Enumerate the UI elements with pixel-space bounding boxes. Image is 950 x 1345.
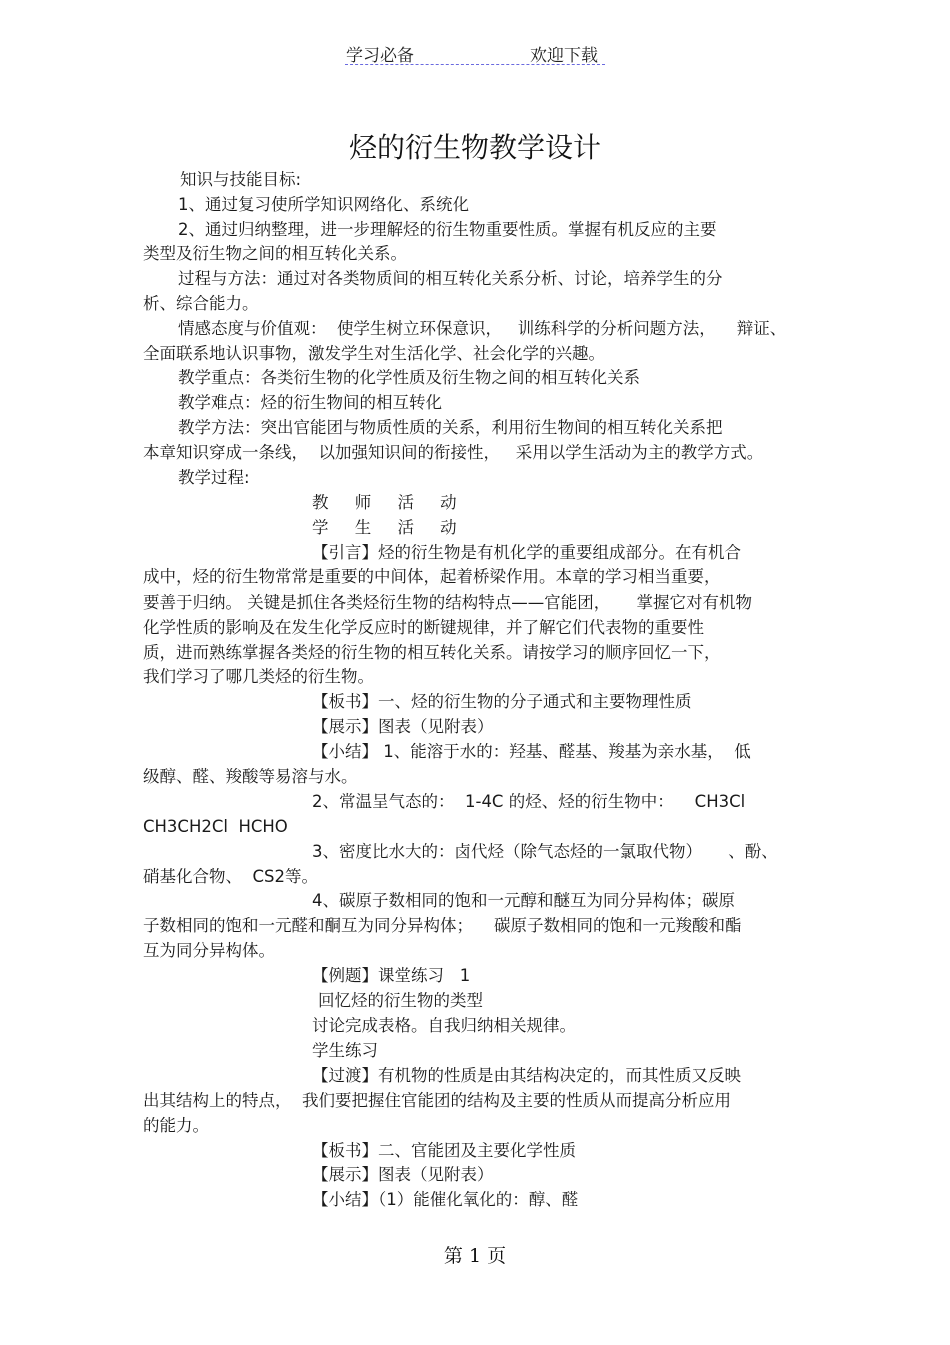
- text-line: 3、密度比水大的：卤代烃（除气态烃的一氯取代物） 、酚、: [312, 842, 778, 861]
- text-line: 讨论完成表格。自我归纳相关规律。: [312, 1016, 576, 1035]
- text-line: 本章知识穿成一条线， 以加强知识间的衔接性， 采用以学生活动为主的教学方式。: [143, 443, 764, 462]
- text-line: 知识与技能目标:: [180, 170, 302, 189]
- text-line: 要善于归纳。 关键是抓住各类烃衍生物的结构特点——官能团， 掌握它对有机物: [143, 593, 752, 612]
- text-line: 互为同分异构体。: [143, 941, 275, 960]
- text-line: 子数相同的饱和一元醛和酮互为同分异构体； 碳原子数相同的饱和一元羧酸和酯: [143, 916, 742, 935]
- text-line: 教学方法：突出官能团与物质性质的关系，利用衍生物间的相互转化关系把: [178, 418, 723, 437]
- text-line: CH3CH2Cl HCHO: [143, 817, 288, 836]
- text-line: 教学重点：各类衍生物的化学性质及衍生物之间的相互转化关系: [178, 368, 640, 387]
- text-line: 回忆烃的衍生物的类型: [318, 991, 483, 1010]
- text-line: 我们学习了哪几类烃的衍生物。: [143, 667, 374, 686]
- text-line: 【展示】图表（见附表）: [312, 717, 494, 736]
- text-line: 教学过程:: [178, 468, 250, 487]
- text-line: 成中，烃的衍生物常常是重要的中间体，起着桥梁作用。本章的学习相当重要，: [143, 567, 721, 586]
- text-line: 类型及衍生物之间的相互转化关系。: [143, 244, 407, 263]
- text-line: 2、常温呈气态的： 1-4C 的烃、烃的衍生物中： CH3Cl: [312, 792, 746, 811]
- header-divider: [345, 64, 605, 65]
- text-line: 【过渡】有机物的性质是由其结构决定的，而其性质又反映: [312, 1066, 741, 1085]
- text-line: 2、通过归纳整理，进一步理解烃的衍生物重要性质。掌握有机反应的主要: [178, 220, 717, 239]
- text-line: 的能力。: [143, 1116, 209, 1135]
- text-line: 析、综合能力。: [143, 294, 259, 313]
- text-line: 【板书】一、烃的衍生物的分子通式和主要物理性质: [312, 692, 692, 711]
- text-line: 【小结】 1、能溶于水的：羟基、醛基、羧基为亲水基， 低: [312, 742, 751, 761]
- header-right: 欢迎下载: [530, 46, 598, 66]
- text-line: 过程与方法：通过对各类物质间的相互转化关系分析、讨论，培养学生的分: [178, 269, 723, 288]
- text-line: 级醇、醛、羧酸等易溶与水。: [143, 767, 358, 786]
- column-heading-teacher: 教 师 活 动: [312, 493, 457, 512]
- text-line: 质，进而熟练掌握各类烃的衍生物的相互转化关系。请按学习的顺序回忆一下，: [143, 643, 721, 662]
- text-line: 【例题】课堂练习 1: [312, 966, 471, 985]
- text-line: 【展示】图表（见附表）: [312, 1165, 494, 1184]
- document-title: 烃的衍生物教学设计: [348, 131, 601, 164]
- text-line: 硝基化合物、 CS2等。: [143, 867, 318, 886]
- text-line: 【引言】烃的衍生物是有机化学的重要组成部分。在有机合: [312, 543, 741, 562]
- text-line: 【小结】（1）能催化氧化的：醇、醛: [312, 1190, 579, 1209]
- text-line: 情感态度与价值观： 使学生树立环保意识， 训练科学的分析问题方法， 辩证、: [178, 319, 787, 338]
- text-line: 1、通过复习使所学知识网络化、系统化: [178, 195, 469, 214]
- text-line: 教学难点：烃的衍生物间的相互转化: [178, 393, 442, 412]
- header-left: 学习必备: [346, 46, 414, 66]
- text-line: 全面联系地认识事物，激发学生对生活化学、社会化学的兴趣。: [143, 344, 605, 363]
- text-line: 4、碳原子数相同的饱和一元醇和醚互为同分异构体；碳原: [312, 891, 735, 910]
- text-line: 【板书】二、官能团及主要化学性质: [312, 1141, 576, 1160]
- page-number: 第 1 页: [443, 1245, 507, 1267]
- column-heading-student: 学 生 活 动: [312, 518, 457, 537]
- text-line: 出其结构上的特点， 我们要把握住官能团的结构及主要的性质从而提高分析应用: [143, 1091, 731, 1110]
- text-line: 学生练习: [312, 1041, 378, 1060]
- text-line: 化学性质的影响及在发生化学反应时的断键规律，并了解它们代表物的重要性: [143, 618, 704, 637]
